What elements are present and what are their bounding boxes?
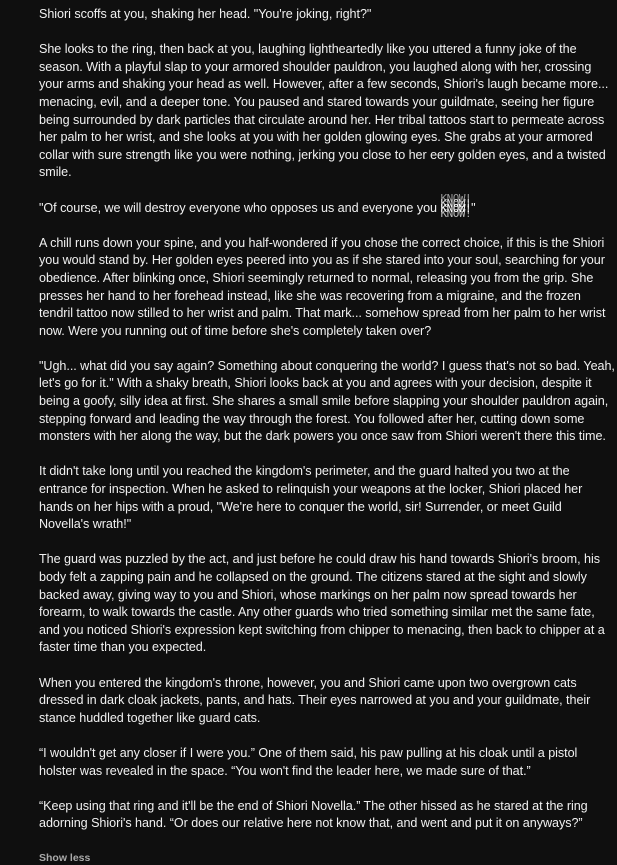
comment-paragraph: “I wouldn't get any closer if I were you.” One of them said, his paw pulling at his cloak until a pistol holster was revealed in the space. “You won't find the leader here, we made sure of that.” — [39, 745, 578, 778]
show-less-button[interactable]: Show less — [39, 852, 91, 864]
comment-body — [39, 6, 615, 833]
comment-quote-paragraph — [39, 200, 615, 218]
comment-paragraph: The guard was puzzled by the act, and just before he could draw his hand towards Shiori's broom, his body felt a zapping pain and he collapsed on the ground. The citizens stared at the sight and slowly backed away, giving way to you and Shiori, whose markings on her palm now spread towards her forearm, to walk towards the castle. Any other guards who tried something similar met the same fate, and you noticed Shiori's expression kept switching from chipper to menacing, then back to chipper at a faster time than you expected. — [39, 552, 605, 655]
comment-paragraph: When you entered the kingdom's throne, however, you and Shiori came upon two overgrown cats dressed in dark cloak jackets, pants, and hats. Their eyes narrowed at you and your guildmate, their stance huddled together like guard cats. — [39, 675, 591, 725]
quote-end: " — [471, 200, 476, 215]
comment-paragraph: “Keep using that ring and it'll be the end of Shiori Novella.” The other hissed as he stared at the ring adorning Shiori's hand. “Or does our relative here not know that, and went and put it on anyways?” — [39, 798, 588, 831]
comment-paragraph: It didn't take long until you reached the kingdom's perimeter, and the guard halted you two at the entrance for inspection. When he asked to relinquish your weapons at the locker, Shiori placed her hands on her hips with a proud, "We're here to conquer the world, sir! Surrender, or meet Guild Novella's wrath!" — [39, 464, 583, 532]
comment-paragraph: She looks to the ring, then back at you, laughing lightheartedly like you uttered a funny joke of the season. With a playful slap to your armored shoulder pauldron, you laughed along with her, crossing your arms and shaking your head as well. However, after a few seconds, Shiori's laugh became more... menacing, evil, and a deeper tone. You paused and stared towards your guildmate, seeing her figure being surrounded by dark particles that circulate around her. Her tribal tattoos start to permeate across her palm to her wrist, and she looks at you with her golden glowing eyes. She grabs at your armored collar with sure strength like you were nothing, jerking you close to her eery golden eyes, and a twisted smile. — [39, 42, 609, 180]
glitch-text: KNOW! — [440, 201, 472, 215]
comment-paragraph: "Ugh... what did you say again? Something about conquering the world? I guess that's not so bad. Yeah, let's go for it." With a shaky breath, Shiori looks back at you and agrees with your decision, despite it being a goofy, silly idea at first. She shares a small smile before slapping your shoulder pauldron again, stepping forward and leading the way through the forest. You followed after her, cutting down some monsters with her along the way, but the dark powers you once saw from Shiori weren't there this time. — [39, 358, 615, 444]
comment-paragraph: Shiori scoffs at you, shaking her head. "You're joking, right?" — [39, 7, 372, 21]
quote-text: "Of course, we will destroy everyone who opposes us and everyone you — [39, 200, 441, 215]
comment-paragraph: A chill runs down your spine, and you half-wondered if you chose the correct choice, if this is the Shiori you would stand by. Her golden eyes peered into you as if she stared into your soul, searching for your obedience. After blinking once, Shiori seemingly returned to normal, releasing you from the grip. She presses her hand to her forehead instead, like she was recovering from a migraine, and the frozen tendril tattoo now stilled to her wrist and palm. That mark... somehow spread from her palm to her wrist now. Were you running out of time before she's completely taken over? — [39, 235, 606, 338]
